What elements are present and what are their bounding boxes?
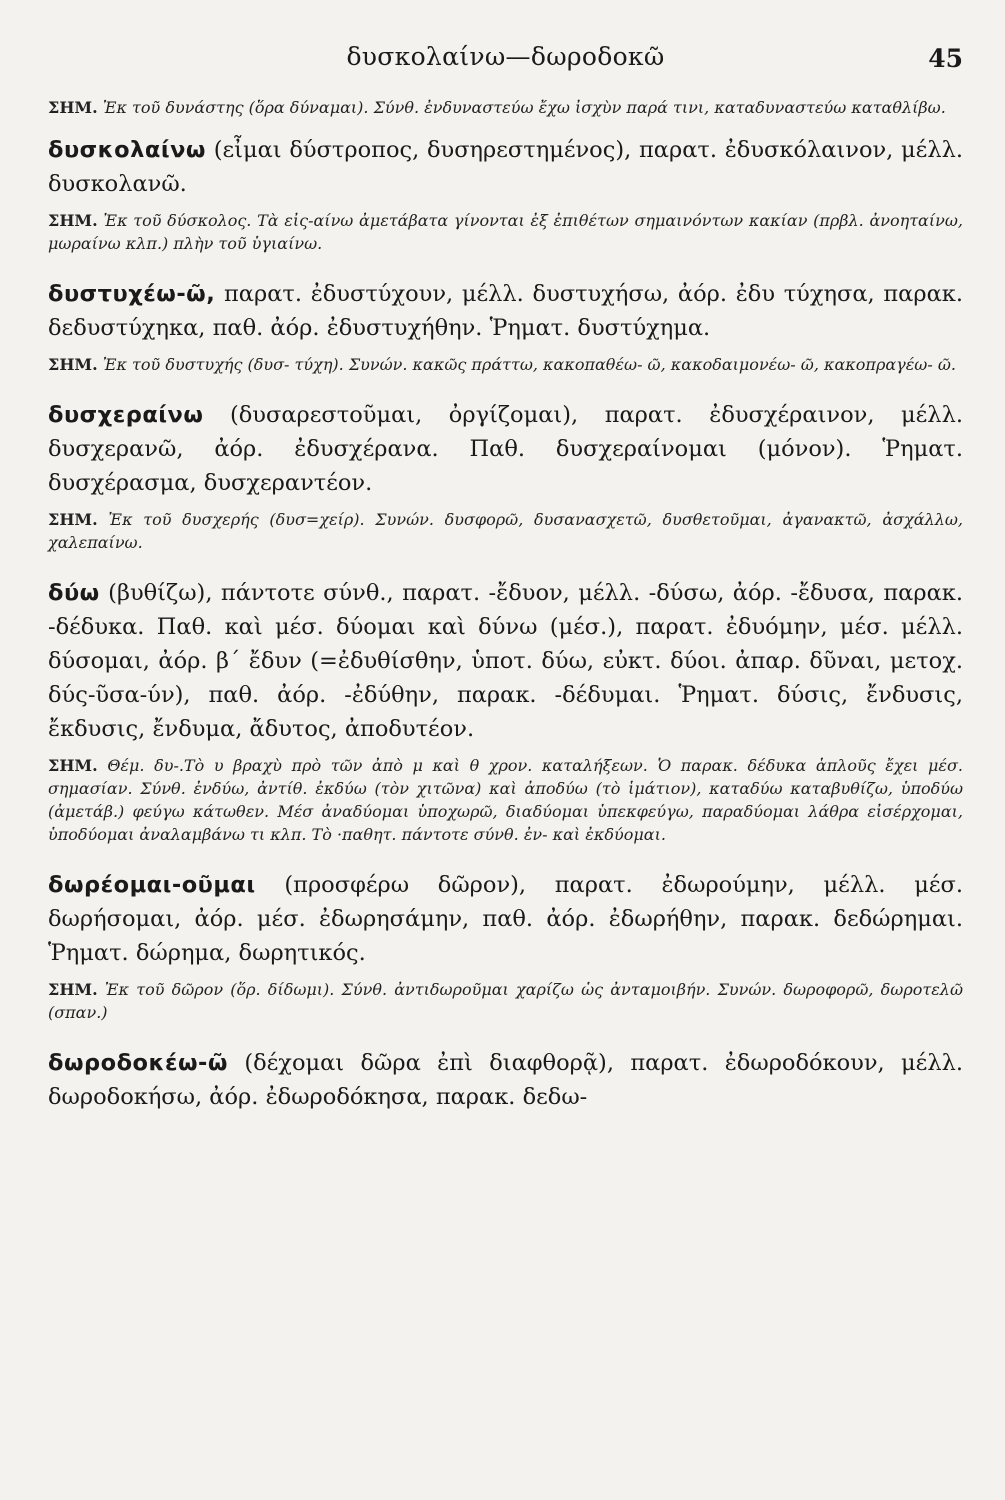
lemma: δυστυχέω-ῶ, (48, 281, 216, 307)
lemma: δωρέομαι-οῦμαι (48, 872, 256, 898)
entry-body: (βυθίζω), πάντοτε σύνθ., παρατ. -ἔδυον, μέλλ. -δύσω, ἀόρ. -ἔδυσα, παρακ. -δέδυκα. Παθ. καὶ μέσ. δύομαι καὶ δύνω (μέσ.), παρατ. ἐδυόμην, μέσ. μέλλ. δύσομαι, ἀόρ. β΄ ἔδυν (=ἐδυθίσθην, ὑποτ. δύω, εὐκτ. δύοι. ἀπαρ. δῦναι, μετοχ. δύς-ῦσα-ύν), παθ. ἀόρ. -ἐδύθην, παρακ. -δέδυμαι. Ῥηματ. δύσις, ἔνδυσις, ἔκδυσις, ἔνδυμα, ἄδυτος, ἀποδυτέον. (48, 580, 964, 742)
page-number: 45 (928, 44, 963, 73)
lemma: δωροδοκέω-ῶ (48, 1050, 228, 1076)
note-text: Ἐκ τοῦ δῶρον (ὅρ. δίδωμι). Σύνθ. ἀντιδωροῦμαι χαρίζω ὡς ἀνταμοιβήν. Συνών. δωροφορῶ, δωροτελῶ (σπαν.) (48, 980, 963, 1022)
entry-body: (προσφέρω δῶρον), παρατ. ἐδωρούμην, μέλλ. μέσ. δωρήσομαι, ἀόρ. μέσ. ἐδωρησάμην, παθ. ἀόρ. ἐδωρήθην, παρακ. δεδώρημαι. Ῥηματ. δώρημα, δωρητικός. (48, 872, 963, 966)
entry-dyskolaino (48, 133, 963, 201)
note-0 (48, 96, 963, 119)
note-label: ΣΗΜ. (48, 98, 98, 117)
note-1 (48, 209, 963, 255)
note-text: Ἐκ τοῦ δυστυχής (δυσ- τύχη). Συνών. κακῶς πράττω, κακοπαθέω- ῶ, κακοδαιμονέω- ῶ, κακοπραγέω- ῶ. (102, 355, 956, 374)
note-5 (48, 978, 963, 1024)
entry-dyo (48, 576, 963, 746)
entry-dystycheo (48, 277, 963, 345)
note-label: ΣΗΜ. (48, 211, 98, 230)
lemma: δυσχεραίνω (48, 402, 204, 428)
note-4 (48, 754, 963, 846)
note-text: Ἐκ τοῦ δυσχερής (δυσ=χείρ). Συνών. δυσφορῶ, δυσανασχετῶ, δυσθετοῦμαι, ἀγανακτῶ, ἀσχάλλω, χαλεπαίνω. (48, 510, 963, 552)
note-label: ΣΗΜ. (48, 510, 98, 529)
note-label: ΣΗΜ. (48, 355, 98, 374)
note-label: ΣΗΜ. (48, 980, 98, 999)
note-label: ΣΗΜ. (48, 756, 98, 775)
running-header (48, 38, 963, 82)
entry-body: παρατ. ἐδυστύχουν, μέλλ. δυστυχήσω, ἀόρ. ἐδυ τύχησα, παρακ. δεδυστύχηκα, παθ. ἀόρ. ἐδυστυχήθην. Ῥηματ. δυστύχημα. (48, 281, 964, 341)
note-text: Θέμ. δυ-.Τὸ υ βραχὺ πρὸ τῶν ἀπὸ μ καὶ θ χρον. καταλήξεων. Ὁ παρακ. δέδυκα ἁπλοῦς ἔχει μέσ. σημασίαν. Σύνθ. ἐνδύω, ἀντίθ. ἐκδύω (τὸν χιτῶνα) καὶ ἀποδύω (τὸ ἱμάτιον), καταδύω καταβυθίζω, ὑποδύω (ἀμετάβ.) φεύγω κάτωθεν. Μέσ ἀναδύομαι ὑποχωρῶ, διαδύομαι ὑπεκφεύγω, παραδύομαι λάθρα εἰσέρχομαι, ὑποδύομαι ἀναλαμβάνω τι κλπ. Τὸ ·παθητ. πάντοτε σύνθ. ἐν- καὶ ἐκδύομαι. (48, 756, 964, 844)
entry-body: (δέχομαι δῶρα ἐπὶ διαφθορᾷ), παρατ. ἐδωροδόκουν, μέλλ. δωροδοκήσω, ἀόρ. ἐδωροδόκησα, παρακ. δεδω- (48, 1050, 963, 1110)
lemma: δυσκολαίνω (48, 137, 206, 163)
running-title: δυσκολαίνω—δωροδοκῶ (346, 42, 665, 71)
note-3 (48, 508, 963, 554)
entry-doreomai (48, 868, 963, 970)
entry-dorodokeo (48, 1046, 963, 1114)
entry-body: (δυσαρεστοῦμαι, ὀργίζομαι), παρατ. ἐδυσχέραινον, μέλλ. δυσχερανῶ, ἀόρ. ἐδυσχέρανα. Παθ. δυσχεραίνομαι (μόνον). Ῥηματ. δυσχέρασμα, δυσχεραντέον. (48, 402, 963, 496)
note-text: Ἐκ τοῦ δύσκολος. Τὰ εἰς-αίνω ἀμετάβατα γίνονται ἐξ ἐπιθέτων σημαινόντων κακίαν (πρβλ. ἀνοηταίνω, μωραίνω κλπ.) πλὴν τοῦ ὑγιαίνω. (48, 211, 963, 253)
dictionary-page (48, 38, 963, 1114)
entry-body: (εἶμαι δύστροπος, δυσηρεστημένος), παρατ. ἐδυσκόλαινον, μέλλ. δυσκολανῶ. (48, 137, 964, 197)
note-2 (48, 353, 963, 376)
lemma: δύω (48, 580, 100, 606)
entry-dyscheraino (48, 398, 963, 500)
note-text: Ἐκ τοῦ δυνάστης (ὅρα δύναμαι). Σύνθ. ἐνδυναστεύω ἔχω ἰσχὺν παρά τινι, καταδυναστεύω καταθλίβω. (102, 98, 946, 117)
